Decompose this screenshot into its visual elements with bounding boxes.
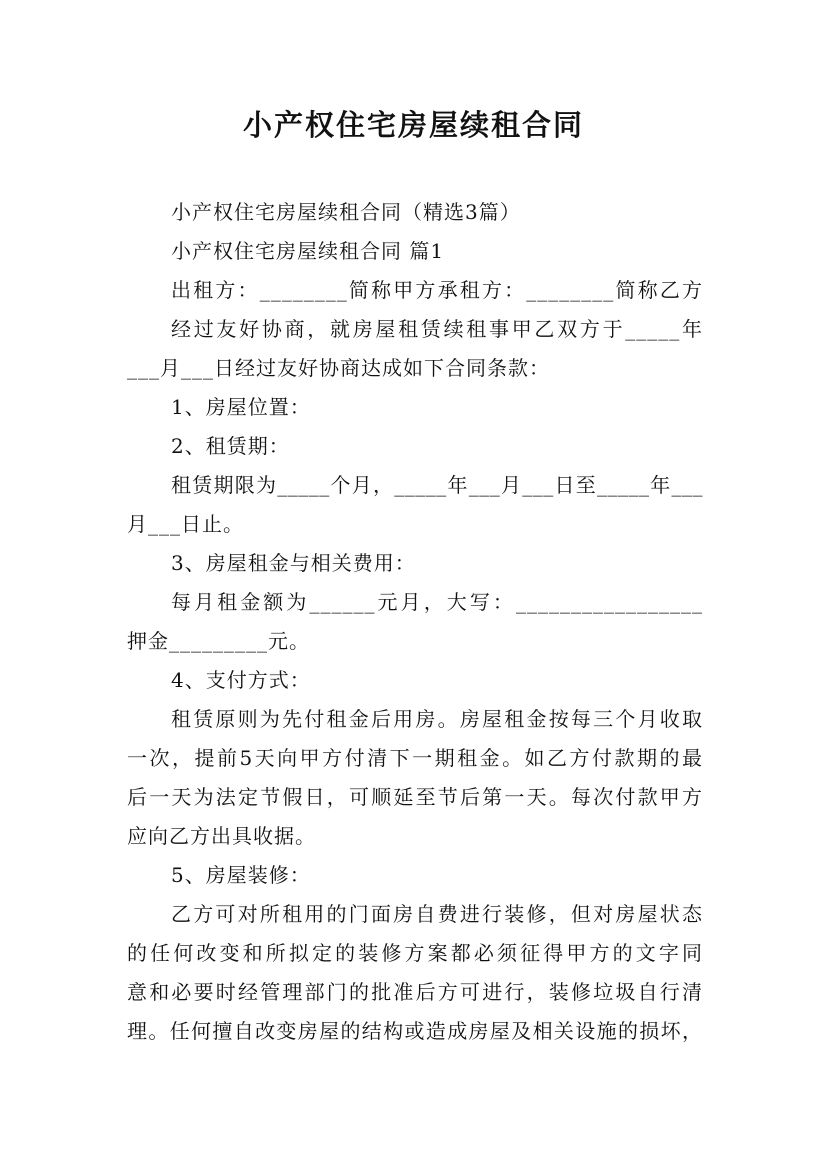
paragraph-line: 月___日止。 [127,512,244,536]
paragraph-line: 经过友好协商，就房屋租赁续租事甲乙双方于_____年 [171,317,703,341]
paragraph-line: 一次，提前5天向甲方付清下一期租金。如乙方付款期的最 [127,746,703,770]
paragraph-line: 租赁期限为_____个月，_____年___月___日至_____年___ [171,473,703,497]
clause-heading: 2、租赁期： [171,434,290,458]
paragraph-line: 应向乙方出具收据。 [127,824,316,848]
paragraph-line: 乙方可对所租用的门面房自费进行装修，但对房屋状态 [171,902,703,926]
paragraph-line: 出租方：________简称甲方承租方：________简称乙方 [171,278,703,302]
paragraph-line: ___月___日经过友好协商达成如下合同条款： [127,356,550,380]
paragraph-line: 理。任何擅自改变房屋的结构或造成房屋及相关设施的损坏， [127,1019,703,1043]
document-title: 小产权住宅房屋续租合同 [242,108,584,142]
section-heading: 小产权住宅房屋续租合同 篇1 [171,239,445,263]
paragraph-line: 租赁原则为先付租金后用房。房屋租金按每三个月收取 [171,707,703,731]
paragraph-line: 后一天为法定节假日，可顺延至节后第一天。每次付款甲方 [127,785,703,809]
paragraph-line: 意和必要时经管理部门的批准后方可进行，装修垃圾自行清 [127,980,703,1004]
paragraph-line: 的任何改变和所拟定的装修方案都必须征得甲方的文字同 [127,941,703,965]
subtitle-line: 小产权住宅房屋续租合同（精选3篇） [171,200,521,224]
clause-heading: 5、房屋装修： [171,863,311,887]
clause-heading: 1、房屋位置： [171,395,311,419]
paragraph-line: 每月租金额为______元月，大写：_________________ [171,590,703,614]
clause-heading: 4、支付方式： [171,668,311,692]
paragraph-line: 押金_________元。 [127,629,310,653]
clause-heading: 3、房屋租金与相关费用： [171,551,416,575]
